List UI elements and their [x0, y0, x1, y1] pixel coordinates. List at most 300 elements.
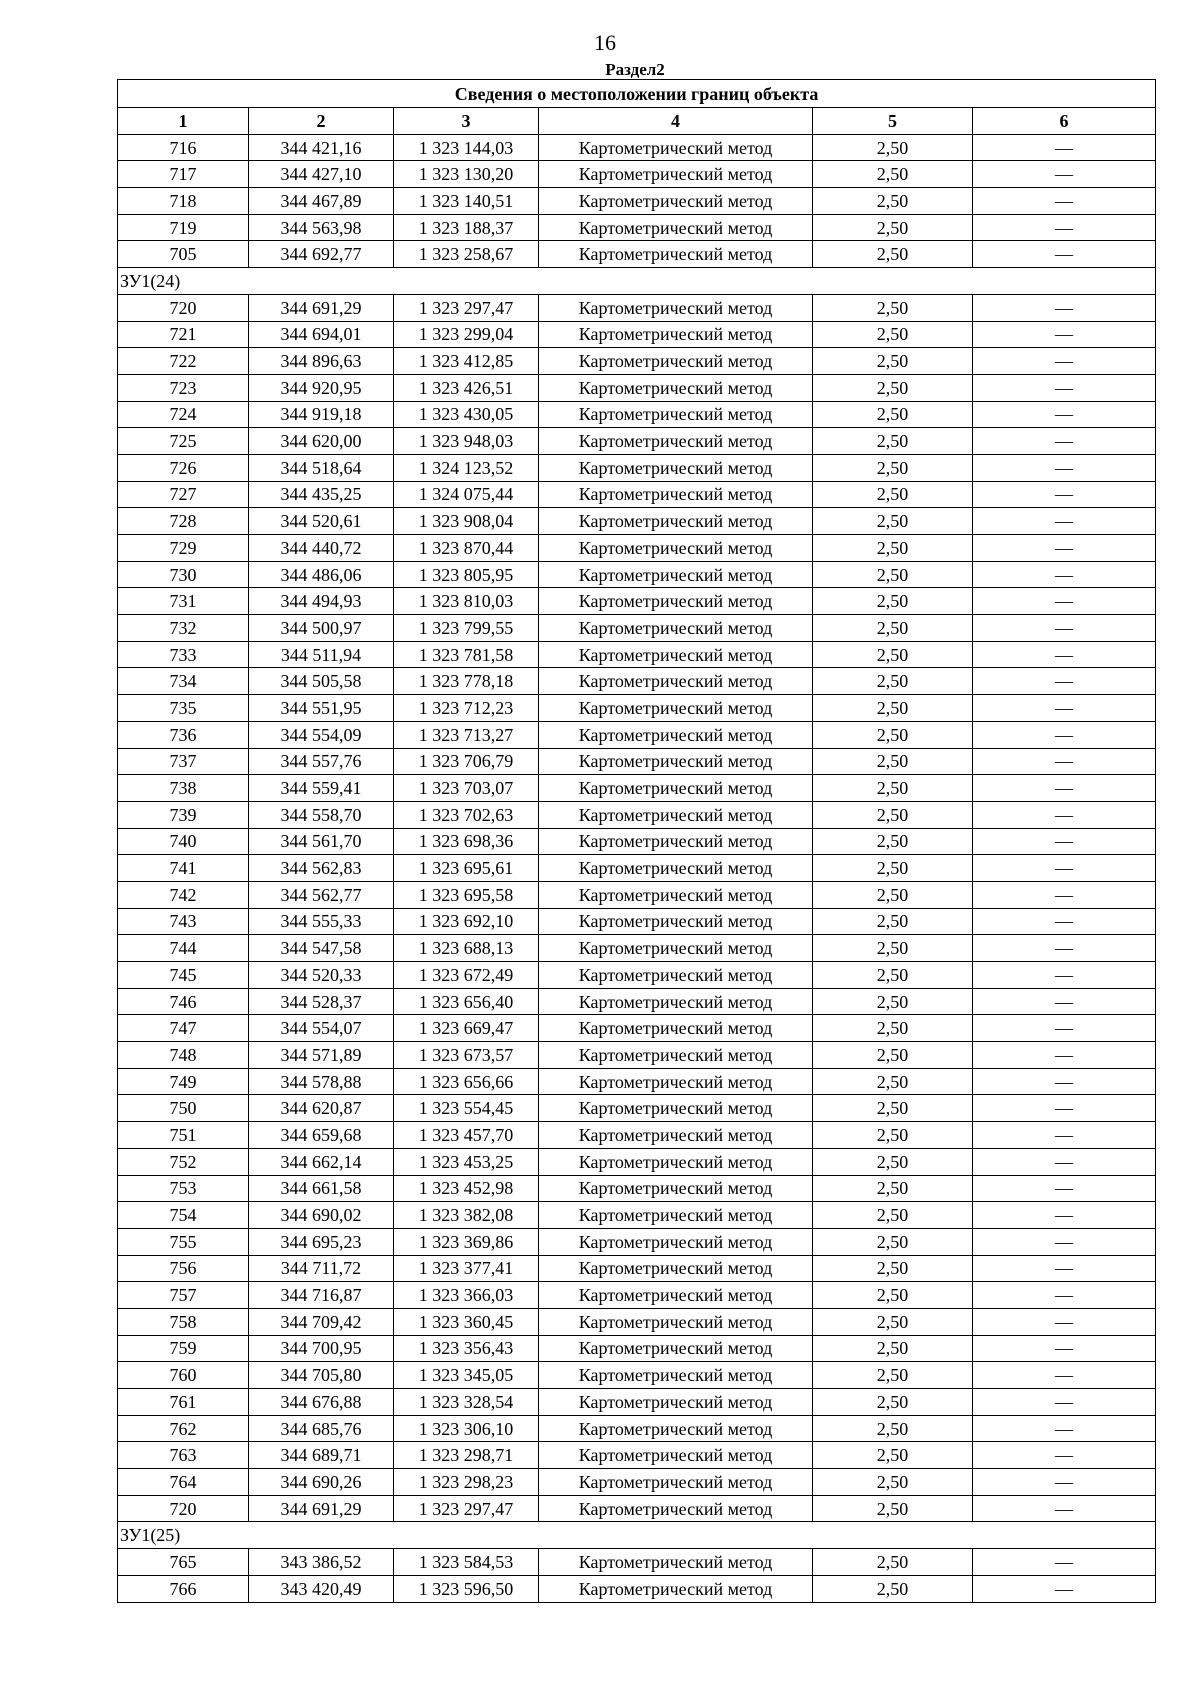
accuracy-cell: 2,50 [813, 1228, 973, 1255]
accuracy-cell: 2,50 [813, 481, 973, 508]
accuracy-cell: 2,50 [813, 828, 973, 855]
method-cell: Картометрический метод [539, 988, 813, 1015]
method-cell: Картометрический метод [539, 721, 813, 748]
method-cell: Картометрический метод [539, 1442, 813, 1469]
x-coordinate-cell: 344 620,00 [249, 428, 394, 455]
y-coordinate-cell: 1 323 430,05 [394, 401, 539, 428]
y-coordinate-cell: 1 323 706,79 [394, 748, 539, 775]
y-coordinate-cell: 1 323 669,47 [394, 1015, 539, 1042]
x-coordinate-cell: 344 690,02 [249, 1202, 394, 1229]
boundary-table [117, 79, 1156, 1603]
y-coordinate-cell: 1 323 596,50 [394, 1575, 539, 1602]
point-number-cell: 718 [118, 188, 249, 215]
table-row [118, 188, 1156, 215]
method-cell: Картометрический метод [539, 1202, 813, 1229]
y-coordinate-cell: 1 323 144,03 [394, 134, 539, 161]
x-coordinate-cell: 344 691,29 [249, 294, 394, 321]
table-row [118, 134, 1156, 161]
description-cell: — [973, 508, 1156, 535]
accuracy-cell: 2,50 [813, 161, 973, 188]
point-number-cell: 720 [118, 294, 249, 321]
y-coordinate-cell: 1 324 123,52 [394, 454, 539, 481]
table-row [118, 1202, 1156, 1229]
method-cell: Картометрический метод [539, 1308, 813, 1335]
table-row [118, 401, 1156, 428]
table-row [118, 1415, 1156, 1442]
table-row [118, 668, 1156, 695]
x-coordinate-cell: 344 435,25 [249, 481, 394, 508]
table-row [118, 988, 1156, 1015]
method-cell: Картометрический метод [539, 428, 813, 455]
accuracy-cell: 2,50 [813, 321, 973, 348]
table-row [118, 374, 1156, 401]
point-number-cell: 764 [118, 1469, 249, 1496]
accuracy-cell: 2,50 [813, 1042, 973, 1069]
accuracy-cell: 2,50 [813, 1575, 973, 1602]
y-coordinate-cell: 1 323 692,10 [394, 908, 539, 935]
x-coordinate-cell: 344 562,77 [249, 881, 394, 908]
method-cell: Картометрический метод [539, 1335, 813, 1362]
method-cell: Картометрический метод [539, 481, 813, 508]
method-cell: Картометрический метод [539, 294, 813, 321]
description-cell: — [973, 641, 1156, 668]
x-coordinate-cell: 344 705,80 [249, 1362, 394, 1389]
description-cell: — [973, 1042, 1156, 1069]
method-cell: Картометрический метод [539, 1282, 813, 1309]
accuracy-cell: 2,50 [813, 668, 973, 695]
description-cell: — [973, 1122, 1156, 1149]
table-row [118, 1575, 1156, 1602]
y-coordinate-cell: 1 323 412,85 [394, 348, 539, 375]
point-number-cell: 742 [118, 881, 249, 908]
column-header: 6 [973, 108, 1156, 135]
description-cell: — [973, 695, 1156, 722]
method-cell: Картометрический метод [539, 615, 813, 642]
table-row [118, 1122, 1156, 1149]
description-cell: — [973, 1335, 1156, 1362]
point-number-cell: 746 [118, 988, 249, 1015]
y-coordinate-cell: 1 323 870,44 [394, 535, 539, 562]
column-header: 4 [539, 108, 813, 135]
y-coordinate-cell: 1 323 377,41 [394, 1255, 539, 1282]
accuracy-cell: 2,50 [813, 1175, 973, 1202]
point-number-cell: 757 [118, 1282, 249, 1309]
accuracy-cell: 2,50 [813, 1362, 973, 1389]
description-cell: — [973, 988, 1156, 1015]
description-cell: — [973, 615, 1156, 642]
point-number-cell: 705 [118, 241, 249, 268]
table-row [118, 615, 1156, 642]
section-title: Раздел2 [605, 60, 665, 79]
point-number-cell: 731 [118, 588, 249, 615]
method-cell: Картометрический метод [539, 348, 813, 375]
y-coordinate-cell: 1 323 382,08 [394, 1202, 539, 1229]
description-cell: — [973, 1308, 1156, 1335]
method-cell: Картометрический метод [539, 508, 813, 535]
method-cell: Картометрический метод [539, 161, 813, 188]
description-cell: — [973, 775, 1156, 802]
y-coordinate-cell: 1 323 695,58 [394, 881, 539, 908]
point-number-cell: 730 [118, 561, 249, 588]
description-cell: — [973, 1575, 1156, 1602]
table-row [118, 1282, 1156, 1309]
table-caption-row [118, 80, 1156, 108]
x-coordinate-cell: 344 659,68 [249, 1122, 394, 1149]
table-row [118, 1442, 1156, 1469]
x-coordinate-cell: 344 689,71 [249, 1442, 394, 1469]
point-number-cell: 726 [118, 454, 249, 481]
method-cell: Картометрический метод [539, 1549, 813, 1576]
y-coordinate-cell: 1 323 453,25 [394, 1148, 539, 1175]
description-cell: — [973, 855, 1156, 882]
method-cell: Картометрический метод [539, 1175, 813, 1202]
table-row [118, 1549, 1156, 1576]
method-cell: Картометрический метод [539, 1148, 813, 1175]
x-coordinate-cell: 344 558,70 [249, 801, 394, 828]
method-cell: Картометрический метод [539, 401, 813, 428]
accuracy-cell: 2,50 [813, 1389, 973, 1416]
x-coordinate-cell: 344 571,89 [249, 1042, 394, 1069]
table-row [118, 454, 1156, 481]
table-row [118, 935, 1156, 962]
accuracy-cell: 2,50 [813, 1068, 973, 1095]
description-cell: — [973, 561, 1156, 588]
description-cell: — [973, 161, 1156, 188]
table-row [118, 881, 1156, 908]
accuracy-cell: 2,50 [813, 908, 973, 935]
point-number-cell: 741 [118, 855, 249, 882]
accuracy-cell: 2,50 [813, 695, 973, 722]
table-row [118, 1068, 1156, 1095]
x-coordinate-cell: 344 557,76 [249, 748, 394, 775]
method-cell: Картометрический метод [539, 1068, 813, 1095]
table-row [118, 1255, 1156, 1282]
method-cell: Картометрический метод [539, 535, 813, 562]
point-number-cell: 749 [118, 1068, 249, 1095]
method-cell: Картометрический метод [539, 1575, 813, 1602]
accuracy-cell: 2,50 [813, 508, 973, 535]
point-number-cell: 751 [118, 1122, 249, 1149]
y-coordinate-cell: 1 323 554,45 [394, 1095, 539, 1122]
point-number-cell: 750 [118, 1095, 249, 1122]
table-row [118, 161, 1156, 188]
point-number-cell: 732 [118, 615, 249, 642]
table-row [118, 348, 1156, 375]
y-coordinate-cell: 1 323 948,03 [394, 428, 539, 455]
accuracy-cell: 2,50 [813, 1282, 973, 1309]
y-coordinate-cell: 1 323 778,18 [394, 668, 539, 695]
accuracy-cell: 2,50 [813, 748, 973, 775]
point-number-cell: 745 [118, 962, 249, 989]
x-coordinate-cell: 344 551,95 [249, 695, 394, 722]
accuracy-cell: 2,50 [813, 1015, 973, 1042]
table-row [118, 561, 1156, 588]
method-cell: Картометрический метод [539, 1469, 813, 1496]
accuracy-cell: 2,50 [813, 1335, 973, 1362]
method-cell: Картометрический метод [539, 962, 813, 989]
method-cell: Картометрический метод [539, 1255, 813, 1282]
table-row [118, 1095, 1156, 1122]
x-coordinate-cell: 344 520,33 [249, 962, 394, 989]
accuracy-cell: 2,50 [813, 294, 973, 321]
point-number-cell: 759 [118, 1335, 249, 1362]
y-coordinate-cell: 1 323 457,70 [394, 1122, 539, 1149]
point-number-cell: 755 [118, 1228, 249, 1255]
point-number-cell: 740 [118, 828, 249, 855]
method-cell: Картометрический метод [539, 908, 813, 935]
description-cell: — [973, 588, 1156, 615]
y-coordinate-cell: 1 323 297,47 [394, 294, 539, 321]
x-coordinate-cell: 344 440,72 [249, 535, 394, 562]
y-coordinate-cell: 1 323 584,53 [394, 1549, 539, 1576]
point-number-cell: 758 [118, 1308, 249, 1335]
accuracy-cell: 2,50 [813, 374, 973, 401]
x-coordinate-cell: 344 716,87 [249, 1282, 394, 1309]
accuracy-cell: 2,50 [813, 615, 973, 642]
description-cell: — [973, 1015, 1156, 1042]
y-coordinate-cell: 1 323 908,04 [394, 508, 539, 535]
table-row [118, 1335, 1156, 1362]
description-cell: — [973, 401, 1156, 428]
x-coordinate-cell: 344 427,10 [249, 161, 394, 188]
column-header: 2 [249, 108, 394, 135]
y-coordinate-cell: 1 324 075,44 [394, 481, 539, 508]
method-cell: Картометрический метод [539, 1228, 813, 1255]
point-number-cell: 756 [118, 1255, 249, 1282]
x-coordinate-cell: 344 511,94 [249, 641, 394, 668]
description-cell: — [973, 428, 1156, 455]
column-header: 3 [394, 108, 539, 135]
description-cell: — [973, 668, 1156, 695]
method-cell: Картометрический метод [539, 1362, 813, 1389]
point-number-cell: 736 [118, 721, 249, 748]
description-cell: — [973, 348, 1156, 375]
x-coordinate-cell: 344 555,33 [249, 908, 394, 935]
table-row [118, 1228, 1156, 1255]
method-cell: Картометрический метод [539, 1095, 813, 1122]
y-coordinate-cell: 1 323 130,20 [394, 161, 539, 188]
y-coordinate-cell: 1 323 810,03 [394, 588, 539, 615]
method-cell: Картометрический метод [539, 1389, 813, 1416]
x-coordinate-cell: 344 421,16 [249, 134, 394, 161]
y-coordinate-cell: 1 323 702,63 [394, 801, 539, 828]
table-body [118, 134, 1156, 1602]
description-cell: — [973, 294, 1156, 321]
x-coordinate-cell: 343 420,49 [249, 1575, 394, 1602]
point-number-cell: 724 [118, 401, 249, 428]
method-cell: Картометрический метод [539, 668, 813, 695]
description-cell: — [973, 214, 1156, 241]
table-row [118, 828, 1156, 855]
method-cell: Картометрический метод [539, 1015, 813, 1042]
accuracy-cell: 2,50 [813, 1202, 973, 1229]
x-coordinate-cell: 344 486,06 [249, 561, 394, 588]
accuracy-cell: 2,50 [813, 348, 973, 375]
point-number-cell: 725 [118, 428, 249, 455]
table-row [118, 508, 1156, 535]
y-coordinate-cell: 1 323 356,43 [394, 1335, 539, 1362]
accuracy-cell: 2,50 [813, 1442, 973, 1469]
method-cell: Картометрический метод [539, 855, 813, 882]
point-number-cell: 728 [118, 508, 249, 535]
table-row [118, 1308, 1156, 1335]
method-cell: Картометрический метод [539, 695, 813, 722]
y-coordinate-cell: 1 323 805,95 [394, 561, 539, 588]
x-coordinate-cell: 344 559,41 [249, 775, 394, 802]
method-cell: Картометрический метод [539, 881, 813, 908]
point-number-cell: 752 [118, 1148, 249, 1175]
accuracy-cell: 2,50 [813, 588, 973, 615]
accuracy-cell: 2,50 [813, 775, 973, 802]
table-row [118, 775, 1156, 802]
table-row [118, 1042, 1156, 1069]
x-coordinate-cell: 344 554,09 [249, 721, 394, 748]
x-coordinate-cell: 344 620,87 [249, 1095, 394, 1122]
point-number-cell: 747 [118, 1015, 249, 1042]
x-coordinate-cell: 344 661,58 [249, 1175, 394, 1202]
description-cell: — [973, 1095, 1156, 1122]
point-number-cell: 739 [118, 801, 249, 828]
description-cell: — [973, 1415, 1156, 1442]
y-coordinate-cell: 1 323 452,98 [394, 1175, 539, 1202]
accuracy-cell: 2,50 [813, 1495, 973, 1522]
accuracy-cell: 2,50 [813, 454, 973, 481]
point-number-cell: 743 [118, 908, 249, 935]
accuracy-cell: 2,50 [813, 188, 973, 215]
x-coordinate-cell: 344 562,83 [249, 855, 394, 882]
x-coordinate-cell: 344 695,23 [249, 1228, 394, 1255]
y-coordinate-cell: 1 323 306,10 [394, 1415, 539, 1442]
x-coordinate-cell: 344 700,95 [249, 1335, 394, 1362]
y-coordinate-cell: 1 323 298,71 [394, 1442, 539, 1469]
accuracy-cell: 2,50 [813, 1549, 973, 1576]
accuracy-cell: 2,50 [813, 134, 973, 161]
method-cell: Картометрический метод [539, 935, 813, 962]
method-cell: Картометрический метод [539, 1495, 813, 1522]
description-cell: — [973, 935, 1156, 962]
accuracy-cell: 2,50 [813, 801, 973, 828]
table-caption: Сведения о местоположении границ объекта [118, 80, 1156, 108]
group-label: ЗУ1(24) [118, 268, 1156, 295]
accuracy-cell: 2,50 [813, 881, 973, 908]
method-cell: Картометрический метод [539, 641, 813, 668]
description-cell: — [973, 454, 1156, 481]
x-coordinate-cell: 344 528,37 [249, 988, 394, 1015]
point-number-cell: 738 [118, 775, 249, 802]
method-cell: Картометрический метод [539, 188, 813, 215]
table-row [118, 588, 1156, 615]
x-coordinate-cell: 344 896,63 [249, 348, 394, 375]
description-cell: — [973, 1549, 1156, 1576]
point-number-cell: 766 [118, 1575, 249, 1602]
point-number-cell: 716 [118, 134, 249, 161]
description-cell: — [973, 1202, 1156, 1229]
y-coordinate-cell: 1 323 688,13 [394, 935, 539, 962]
x-coordinate-cell: 344 709,42 [249, 1308, 394, 1335]
description-cell: — [973, 134, 1156, 161]
method-cell: Картометрический метод [539, 775, 813, 802]
description-cell: — [973, 1495, 1156, 1522]
x-coordinate-cell: 343 386,52 [249, 1549, 394, 1576]
point-number-cell: 754 [118, 1202, 249, 1229]
description-cell: — [973, 962, 1156, 989]
description-cell: — [973, 828, 1156, 855]
description-cell: — [973, 1228, 1156, 1255]
accuracy-cell: 2,50 [813, 1255, 973, 1282]
table-row [118, 1175, 1156, 1202]
method-cell: Картометрический метод [539, 321, 813, 348]
table-row [118, 294, 1156, 321]
y-coordinate-cell: 1 323 799,55 [394, 615, 539, 642]
y-coordinate-cell: 1 323 188,37 [394, 214, 539, 241]
x-coordinate-cell: 344 518,64 [249, 454, 394, 481]
accuracy-cell: 2,50 [813, 1148, 973, 1175]
point-number-cell: 744 [118, 935, 249, 962]
x-coordinate-cell: 344 920,95 [249, 374, 394, 401]
accuracy-cell: 2,50 [813, 1415, 973, 1442]
description-cell: — [973, 908, 1156, 935]
y-coordinate-cell: 1 323 328,54 [394, 1389, 539, 1416]
x-coordinate-cell: 344 692,77 [249, 241, 394, 268]
table-row [118, 695, 1156, 722]
page-number: 16 [594, 30, 616, 55]
accuracy-cell: 2,50 [813, 1122, 973, 1149]
table-row [118, 908, 1156, 935]
point-number-cell: 723 [118, 374, 249, 401]
x-coordinate-cell: 344 578,88 [249, 1068, 394, 1095]
point-number-cell: 765 [118, 1549, 249, 1576]
x-coordinate-cell: 344 711,72 [249, 1255, 394, 1282]
method-cell: Картометрический метод [539, 1042, 813, 1069]
description-cell: — [973, 1068, 1156, 1095]
point-number-cell: 753 [118, 1175, 249, 1202]
table-row [118, 321, 1156, 348]
y-coordinate-cell: 1 323 426,51 [394, 374, 539, 401]
description-cell: — [973, 1442, 1156, 1469]
x-coordinate-cell: 344 467,89 [249, 188, 394, 215]
x-coordinate-cell: 344 554,07 [249, 1015, 394, 1042]
method-cell: Картометрический метод [539, 134, 813, 161]
x-coordinate-cell: 344 563,98 [249, 214, 394, 241]
table-row [118, 214, 1156, 241]
description-cell: — [973, 481, 1156, 508]
y-coordinate-cell: 1 323 712,23 [394, 695, 539, 722]
table-row [118, 481, 1156, 508]
point-number-cell: 735 [118, 695, 249, 722]
point-number-cell: 763 [118, 1442, 249, 1469]
point-number-cell: 748 [118, 1042, 249, 1069]
description-cell: — [973, 241, 1156, 268]
table-row [118, 721, 1156, 748]
y-coordinate-cell: 1 323 656,66 [394, 1068, 539, 1095]
description-cell: — [973, 1469, 1156, 1496]
column-header: 1 [118, 108, 249, 135]
x-coordinate-cell: 344 500,97 [249, 615, 394, 642]
y-coordinate-cell: 1 323 656,40 [394, 988, 539, 1015]
table-row [118, 428, 1156, 455]
x-coordinate-cell: 344 494,93 [249, 588, 394, 615]
description-cell: — [973, 1255, 1156, 1282]
y-coordinate-cell: 1 323 695,61 [394, 855, 539, 882]
table-row [118, 241, 1156, 268]
method-cell: Картометрический метод [539, 1415, 813, 1442]
table-row [118, 1495, 1156, 1522]
point-number-cell: 760 [118, 1362, 249, 1389]
method-cell: Картометрический метод [539, 748, 813, 775]
description-cell: — [973, 748, 1156, 775]
x-coordinate-cell: 344 676,88 [249, 1389, 394, 1416]
x-coordinate-cell: 344 505,58 [249, 668, 394, 695]
